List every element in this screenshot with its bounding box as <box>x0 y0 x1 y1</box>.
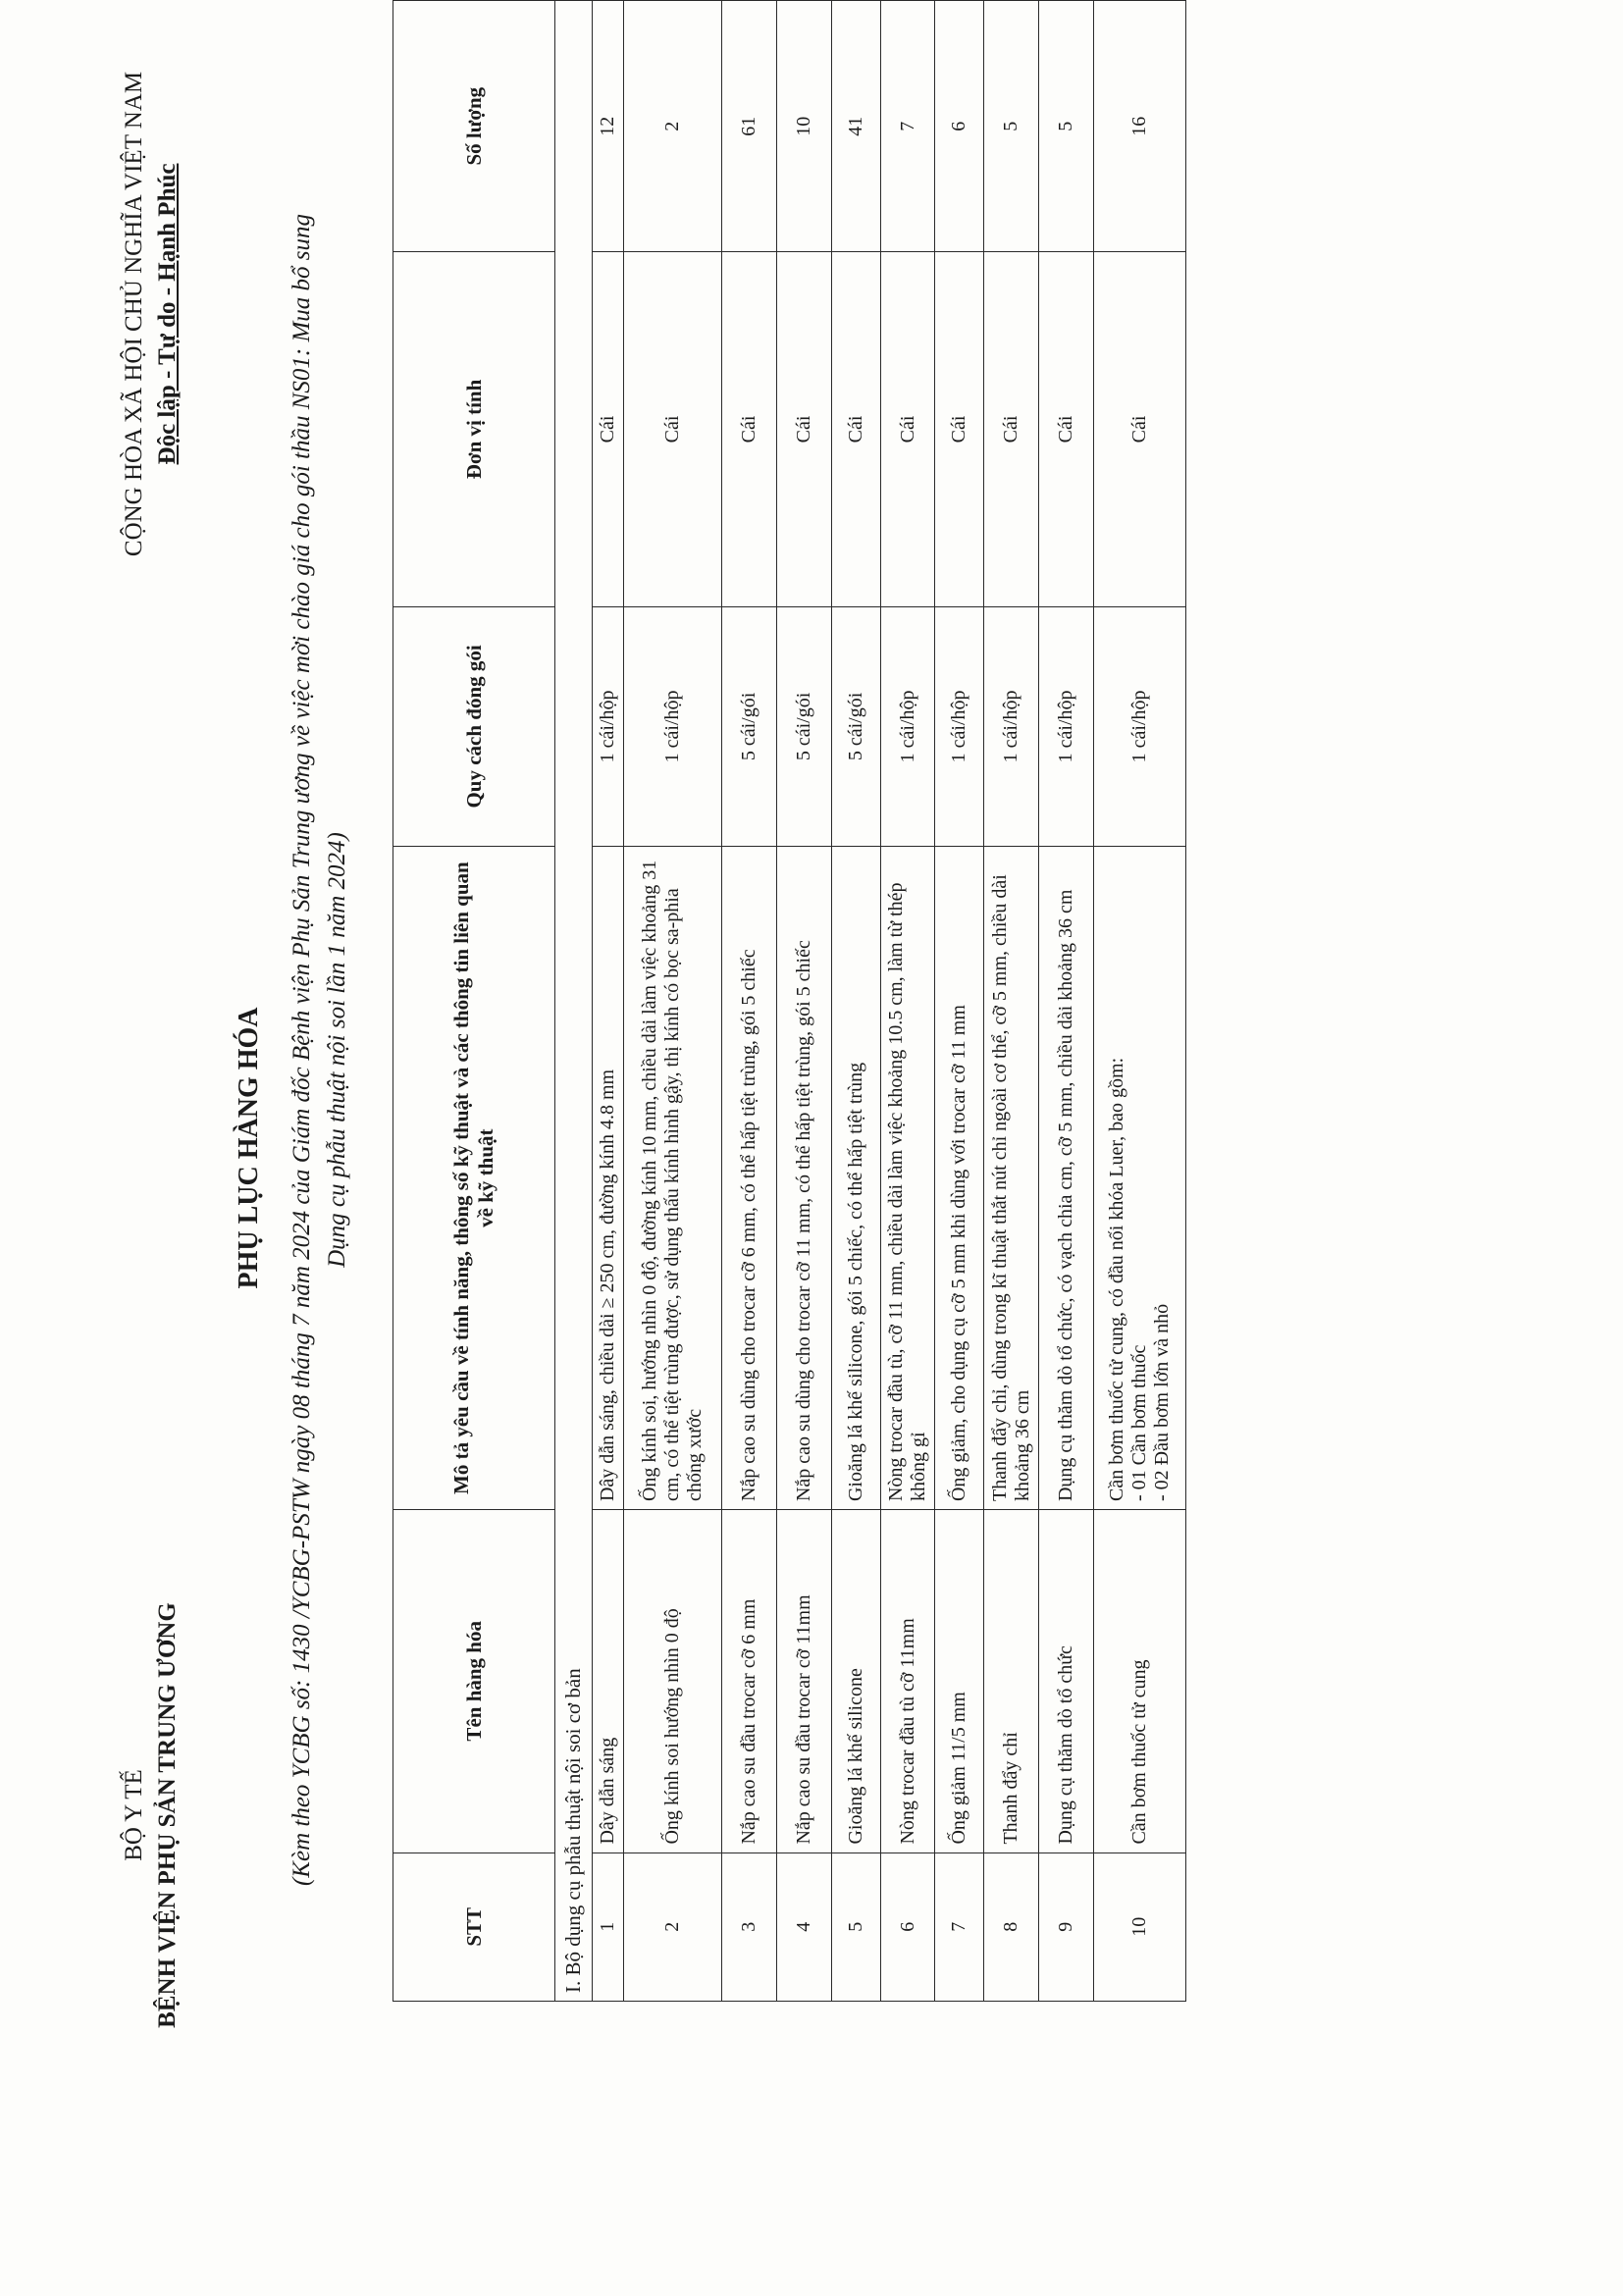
row-description <box>1039 847 1094 1510</box>
description-line: Gioăng lá khế silicone, gói 5 chiếc, có thể hấp tiệt trùng <box>845 1062 866 1502</box>
row-unit: Cái <box>984 252 1039 606</box>
row-quantity: 6 <box>935 1 984 252</box>
description-line: Ống giảm, cho dụng cụ cỡ 5 mm khi dùng với trocar cỡ 11 mm <box>948 1005 969 1502</box>
description-line: Thanh đẩy chỉ, dùng trong kĩ thuật thắt nút chỉ ngoài cơ thể, cỡ 5 mm, chiều dài khoảng 36 cm <box>988 874 1033 1502</box>
description-line: Nắp cao su dùng cho trocar cỡ 6 mm, có thể hấp tiệt trùng, gói 5 chiếc <box>738 949 759 1502</box>
table-row <box>624 1 722 2002</box>
row-description <box>777 847 832 1510</box>
col-header-desc: Mô tả yêu cầu về tính năng, thông số kỹ thuật và các thông tin liên quan về kỹ thuật <box>393 847 555 1510</box>
row-packaging: 1 cái/hộp <box>1094 606 1186 847</box>
section-row <box>555 1 593 2002</box>
table-row <box>984 1 1039 2002</box>
row-packaging: 1 cái/hộp <box>935 606 984 847</box>
description-line: - 01 Cần bơm thuốc <box>1128 1344 1150 1502</box>
table-row <box>593 1 624 2002</box>
ministry-name: BỘ Y TẾ <box>121 1769 147 1861</box>
row-stt: 6 <box>881 1852 935 2001</box>
row-stt: 4 <box>777 1852 832 2001</box>
country-name: CỘNG HÒA XÃ HỘI CHỦ NGHĨA VIỆT NAM <box>121 71 147 557</box>
description-line: Nắp cao su dùng cho trocar cỡ 11 mm, có thể hấp tiệt trùng, gói 5 chiếc <box>793 940 814 1502</box>
row-quantity: 41 <box>832 1 881 252</box>
row-unit: Cái <box>1039 252 1094 606</box>
table-row <box>1094 1 1186 2002</box>
document-title: PHỤ LỤC HÀNG HÓA <box>234 1007 264 1289</box>
row-name: Dụng cụ thăm dò tổ chức <box>1039 1510 1094 1853</box>
row-stt: 3 <box>722 1852 777 2001</box>
table-row <box>777 1 832 2002</box>
row-stt: 10 <box>1094 1852 1186 2001</box>
row-name: Ống giảm 11/5 mm <box>935 1510 984 1853</box>
row-packaging: 1 cái/hộp <box>881 606 935 847</box>
row-description <box>722 847 777 1510</box>
row-unit: Cái <box>593 252 624 606</box>
row-quantity: 7 <box>881 1 935 252</box>
row-quantity: 5 <box>1039 1 1094 252</box>
row-unit: Cái <box>624 252 722 606</box>
row-quantity: 16 <box>1094 1 1186 252</box>
row-packaging: 5 cái/gói <box>777 606 832 847</box>
row-name: Gioăng lá khế silicone <box>832 1510 881 1853</box>
row-name: Ống kính soi hướng nhìn 0 độ <box>624 1510 722 1853</box>
col-header-unit: Đơn vị tính <box>393 252 555 606</box>
row-packaging: 5 cái/gói <box>832 606 881 847</box>
row-name: Nắp cao su đầu trocar cỡ 11mm <box>777 1510 832 1853</box>
row-name: Dây dẫn sáng <box>593 1510 624 1853</box>
document-subtitle <box>285 78 355 2021</box>
row-description <box>832 847 881 1510</box>
row-packaging: 1 cái/hộp <box>984 606 1039 847</box>
col-header-qty: Số lượng <box>393 1 555 252</box>
row-quantity: 12 <box>593 1 624 252</box>
subtitle-line-2: Dụng cụ phẫu thuật nội soi lần 1 năm 2024) <box>324 832 350 1268</box>
table-header-row <box>393 1 555 2002</box>
issuer-block <box>118 1560 184 2070</box>
description-line: Cần bơm thuốc tử cung, có đầu nối khóa Luer, bao gồm: <box>1106 1057 1127 1502</box>
row-unit: Cái <box>935 252 984 606</box>
col-header-pack: Quy cách đóng gói <box>393 606 555 847</box>
row-stt: 5 <box>832 1852 881 2001</box>
row-quantity: 5 <box>984 1 1039 252</box>
row-quantity: 61 <box>722 1 777 252</box>
row-unit: Cái <box>1094 252 1186 606</box>
description-line: Dụng cụ thăm dò tổ chức, có vạch chia cm, cỡ 5 mm, chiều dài khoảng 36 cm <box>1055 889 1076 1502</box>
row-description <box>1094 847 1186 1510</box>
col-header-stt: STT <box>393 1852 555 2001</box>
description-line: Nòng trocar đầu tù, cỡ 11 mm, chiều dài làm việc khoảng 10.5 cm, làm từ thép không gỉ <box>885 882 929 1502</box>
table-row <box>1039 1 1094 2002</box>
row-packaging: 1 cái/hộp <box>624 606 722 847</box>
row-stt: 7 <box>935 1852 984 2001</box>
col-header-name: Tên hàng hóa <box>393 1510 555 1853</box>
row-packaging: 1 cái/hộp <box>593 606 624 847</box>
row-description <box>593 847 624 1510</box>
row-name: Nòng trocar đầu tù cỡ 11mm <box>881 1510 935 1853</box>
table-row <box>832 1 881 2002</box>
row-unit: Cái <box>722 252 777 606</box>
row-quantity: 2 <box>624 1 722 252</box>
row-name: Thanh đẩy chỉ <box>984 1510 1039 1853</box>
national-motto: Độc lập - Tự do - Hạnh Phúc <box>154 163 181 465</box>
row-stt: 8 <box>984 1852 1039 2001</box>
row-description <box>984 847 1039 1510</box>
description-line: - 02 Đầu bơm lớn và nhỏ <box>1151 1303 1173 1502</box>
table-row <box>935 1 984 2002</box>
national-heading <box>118 39 184 589</box>
row-unit: Cái <box>881 252 935 606</box>
hospital-name: BỆNH VIỆN PHỤ SẢN TRUNG ƯƠNG <box>154 1602 181 2028</box>
row-packaging: 5 cái/gói <box>722 606 777 847</box>
row-name: Cần bơm thuốc tử cung <box>1094 1510 1186 1853</box>
row-packaging: 1 cái/hộp <box>1039 606 1094 847</box>
row-stt: 9 <box>1039 1852 1094 2001</box>
row-stt: 1 <box>593 1852 624 2001</box>
row-stt: 2 <box>624 1852 722 2001</box>
row-unit: Cái <box>777 252 832 606</box>
goods-table <box>393 0 1186 2002</box>
row-description <box>935 847 984 1510</box>
row-quantity: 10 <box>777 1 832 252</box>
description-line: Dây dẫn sáng, chiều dài ≥ 250 cm, đường kính 4.8 mm <box>597 1069 618 1502</box>
row-description <box>624 847 722 1510</box>
row-unit: Cái <box>832 252 881 606</box>
subtitle-line-1: (Kèm theo YCBG số: 1430 /YCBG-PSTW ngày 08 tháng 7 năm 2024 của Giám đốc Bệnh viện Phụ Sản Trung ương về việc mời chào giá cho gói thầu NS01: Mua bổ sung <box>288 213 315 1887</box>
section-label: I. Bộ dụng cụ phẫu thuật nội soi cơ bản <box>555 1 593 2002</box>
row-description <box>881 847 935 1510</box>
row-name: Nắp cao su đầu trocar cỡ 6 mm <box>722 1510 777 1853</box>
description-line: Ống kính soi, hướng nhìn 0 độ, đường kính 10 mm, chiều dài làm việc khoảng 31 cm, có thể tiệt trùng được, sử dụng thấu kính hình gậy, thị kính có bọc sa-phia chống xước <box>639 860 706 1502</box>
table-row <box>722 1 777 2002</box>
table-row <box>881 1 935 2002</box>
